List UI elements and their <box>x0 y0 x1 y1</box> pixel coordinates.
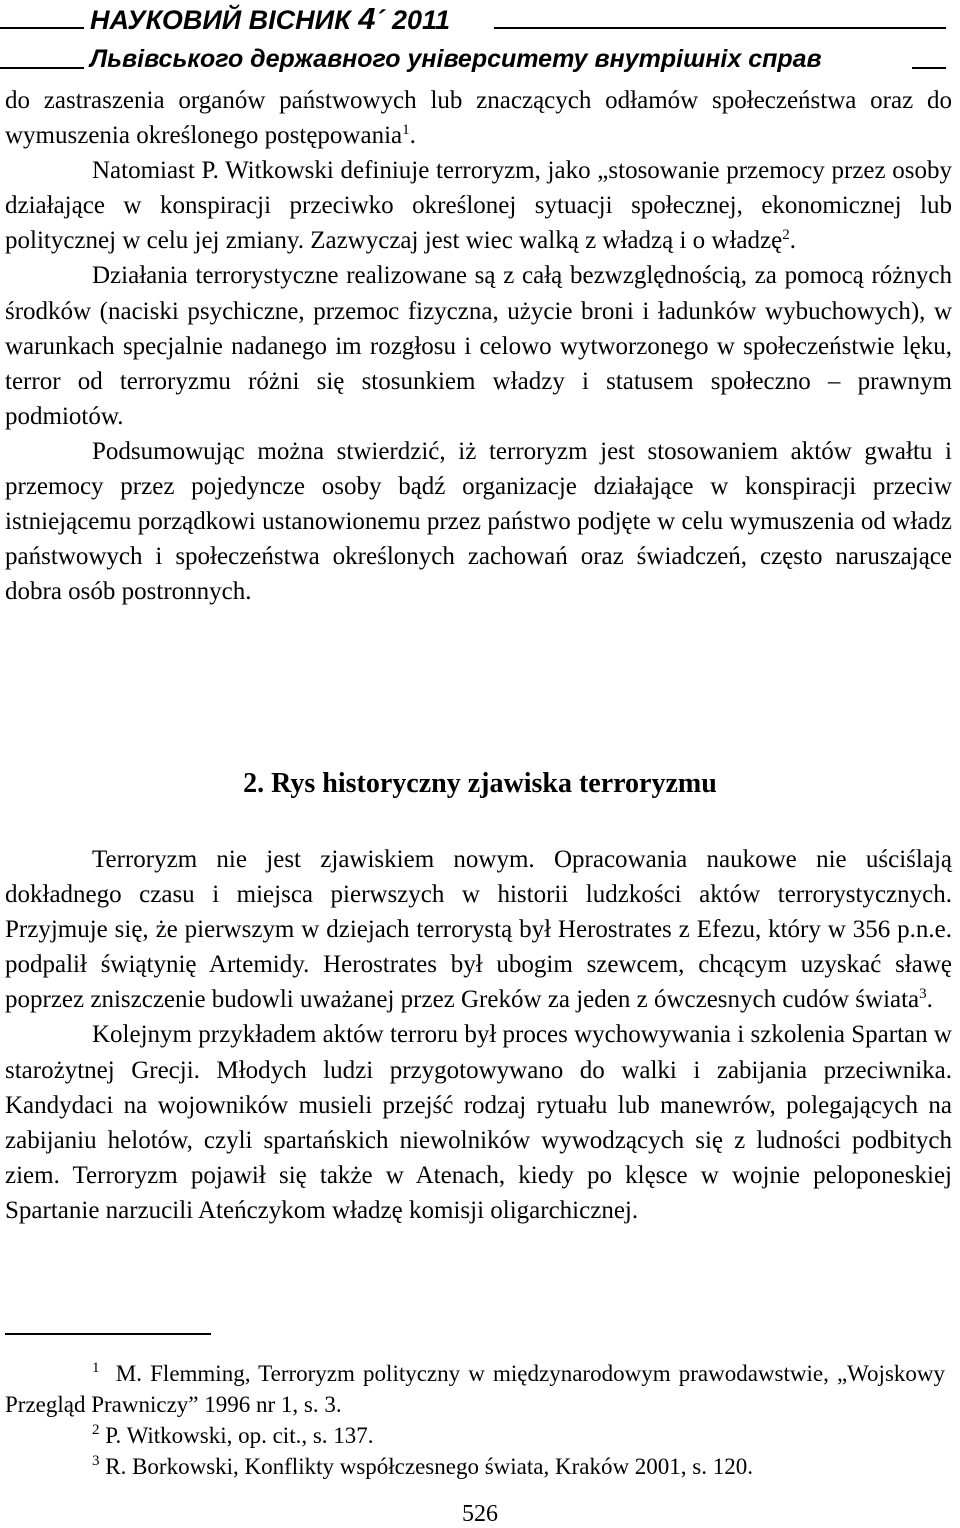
paragraph-herostrates <box>5 842 952 1017</box>
footnote-text: R. Borkowski, Konflikty współczesnego świata, Kraków 2001, s. 120. <box>105 1454 754 1479</box>
footnote-1 <box>5 1358 945 1420</box>
paragraph-text: Natomiast P. Witkowski definiuje terroryzm, jako „stosowanie przemocy przez osoby działające w konspiracji przeciwko określonej sytuacji społecznej, ekonomicznej lub politycznej w celu jej zmiany. Zazwyczaj jest wiec walką z władzą i o władzę <box>5 157 952 255</box>
paragraph-end: . <box>789 227 796 255</box>
issue-year: 2011 <box>391 5 451 35</box>
footnote-separator <box>5 1333 211 1335</box>
footnote-number: 3 <box>92 1453 100 1469</box>
journal-title-text: НАУКОВИЙ ВІСНИК <box>90 5 359 35</box>
paragraph-sparta: Kolejnym przykładem aktów terroru był proces wychowywania i szkolenia Spartan w starożytnej Grecji. Młodych ludzi przygotowywano do walki i zabijania przeciwnika. Kandydaci na wojowników musieli przejść rodzaj rytuału lub manewrów, polegających na zabijaniu helotów, czyli spartańskich niewolników wywodzących się z ludności podbitych ziem. Terroryzm pojawił się także w Atenach, kiedy po klęsce w wojnie peloponeskiej Spartanie narzucili Ateńczykom władzę komisji oligarchicznej. <box>5 1021 952 1224</box>
footnote-3 <box>5 1451 945 1482</box>
page-number: 526 <box>462 1501 498 1527</box>
footnote-ref-2[interactable]: 2 <box>782 227 790 244</box>
issue-number: 4 <box>358 1 376 36</box>
footnote-ref-1[interactable]: 1 <box>402 122 410 139</box>
paragraph-witkowski <box>5 153 952 258</box>
paragraph-text: Terroryzm nie jest zjawiskiem nowym. Opracowania naukowe nie uściślają dokładnego czasu i miejsca pierwszych w historii ludzkości aktów terrorystycznych. Przyjmuje się, że pierwszym w dziejach terrorystą był Herostrates z Efezu, który w 356 p.n.e. podpalił świątynię Artemidy. Herostrates był ubogim szewcem, chcącym uzyskać sławę poprzez zniszczenie budowli uważanej przez Greków za jeden z ówczesnych cudów świata <box>5 846 952 1014</box>
paragraph-end: . <box>926 986 933 1014</box>
paragraph-actions: Działania terrorystyczne realizowane są z całą bezwzględnością, za pomocą różnych środków (naciski psychiczne, przemoc fizyczna, użycie broni i ładunków wybuchowych), w warunkach specjalnie nadanego im rozgłosu i celowo wytworzonego w społeczeństwie lęku, terror od terroryzmu różni się stosunkiem władzy i statusem społeczno – prawnym podmiotów. <box>5 262 952 430</box>
publisher-name: Львівського державного університету внутрішніх справ <box>90 45 822 73</box>
journal-header-line1 <box>0 2 960 36</box>
paragraph-continuation <box>5 83 952 153</box>
footnote-ref-3[interactable]: 3 <box>919 986 927 1003</box>
body-text <box>5 83 952 609</box>
paragraph-end: . <box>409 122 416 150</box>
section-heading: 2. Rys historyczny zjawiska terroryzmu <box>243 768 717 799</box>
footnote-text: P. Witkowski, op. cit., s. 137. <box>105 1423 374 1448</box>
header-rule-right <box>494 27 946 29</box>
footnote-2 <box>5 1420 945 1451</box>
paragraph-summary: Podsumowując można stwierdzić, iż terroryzm jest stosowaniem aktów gwałtu i przemocy przez pojedyncze osoby bądź organizacje działające w konspiracji przeciw istniejącemu porządkowi ustanowionemu przez państwo podjęte w celu wymuszenia od władz państwowych i społeczeństwa określonych zachowań oraz świadczeń, często naruszające dobra osób postronnych. <box>5 437 952 606</box>
header-rule-left <box>0 27 84 29</box>
issue-year-mark: ´ <box>375 5 385 35</box>
footnote-number: 2 <box>92 1422 100 1438</box>
journal-title <box>90 2 450 37</box>
header-rule-right-2 <box>912 67 946 69</box>
header-rule-left-2 <box>0 67 84 69</box>
section-text <box>5 842 952 1228</box>
footnote-text: M. Flemming, Terroryzm polityczny w międzynarodowym prawodawstwie, „Wojskowy Przegląd Prawniczy” 1996 nr 1, s. 3. <box>5 1361 946 1417</box>
paragraph-text: do zastraszenia organów państwowych lub znaczących odłamów społeczeństwa oraz do wymuszenia określonego postępowania <box>5 87 952 150</box>
footnotes <box>5 1358 945 1482</box>
footnote-number: 1 <box>92 1360 100 1376</box>
journal-header-line2 <box>0 42 960 76</box>
